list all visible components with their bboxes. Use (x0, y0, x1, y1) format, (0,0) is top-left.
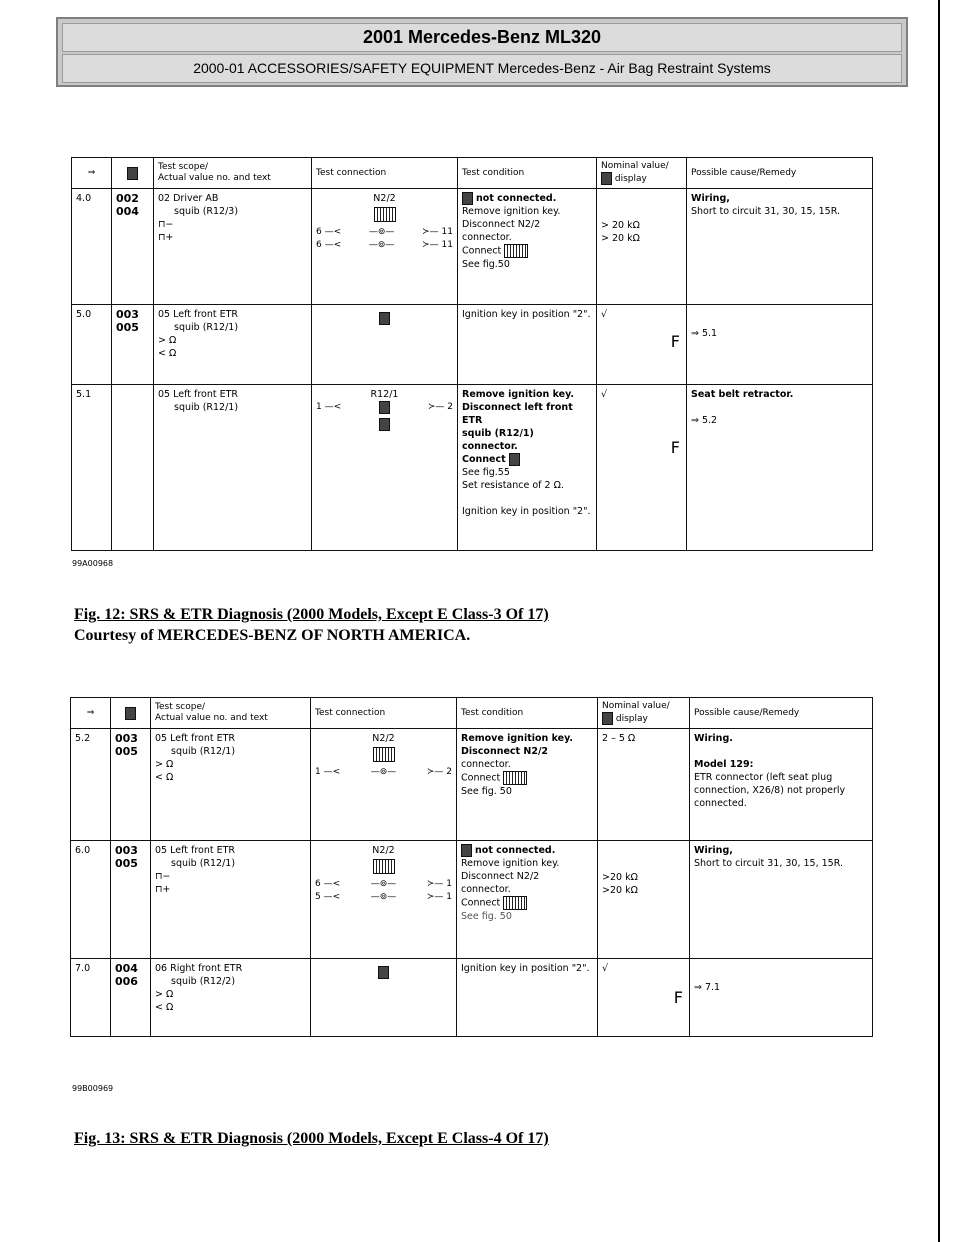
step-cell: 5.0 (72, 305, 112, 385)
nominal-cell: >20 kΩ >20 kΩ (598, 841, 690, 959)
tester-icon (601, 172, 612, 185)
condition-cell: Ignition key in position "2". (457, 959, 598, 1037)
table-header-row (72, 158, 873, 189)
document-title: 2001 Mercedes-Benz ML320 (62, 23, 902, 52)
scope-cell: 05 Left front ETR squib (R12/1) (154, 385, 312, 551)
nominal-cell: √ F (597, 305, 687, 385)
connector-icon (373, 747, 395, 762)
scope-cell: 05 Left front ETR squib (R12/1) > Ω < Ω (151, 729, 311, 841)
tester-icon (379, 312, 390, 325)
code-cell: 003 005 (111, 841, 151, 959)
tester-icon (461, 844, 472, 857)
step-cell: 5.1 (72, 385, 112, 551)
step-cell: 6.0 (71, 841, 111, 959)
diagnosis-table-fig12 (71, 157, 873, 551)
table-row (71, 729, 873, 841)
figure-caption: Fig. 13: SRS & ETR Diagnosis (2000 Models, Except E Class-4 Of 17) (74, 1130, 549, 1147)
col-connection-header: Test connection (311, 698, 457, 729)
connector-icon (504, 244, 528, 258)
col-step-header: ⇒ (71, 698, 111, 729)
remedy-cell: Wiring, Short to circuit 31, 30, 15, 15R. (687, 189, 873, 305)
connector-icon (373, 859, 395, 874)
fault-marker: F (670, 438, 680, 457)
figure-code: 99A00968 (72, 559, 114, 568)
table-row (71, 959, 873, 1037)
figure-code: 99B00969 (72, 1084, 114, 1093)
connection-cell: R12/1 1 —< ≻— 2 (312, 385, 458, 551)
remedy-cell: ⇒ 7.1 (690, 959, 873, 1037)
connection-cell: N2/2 6 —< —⊚— ≻— 1 5 —< —⊚— ≻— 1 (311, 841, 457, 959)
col-condition-header: Test condition (458, 158, 597, 189)
nominal-cell: > 20 kΩ > 20 kΩ (597, 189, 687, 305)
connector-icon (503, 896, 527, 910)
condition-cell: Remove ignition key. Disconnect left front ETR squib (R12/1) connector. Connect See fig.55 Set resistance of 2 Ω. Ignition key in position "2". (458, 385, 597, 551)
step-cell: 7.0 (71, 959, 111, 1037)
tester-icon (509, 453, 520, 466)
condition-cell: Remove ignition key. Disconnect N2/2 connector. Connect See fig. 50 (457, 729, 598, 841)
document-header (56, 17, 908, 87)
code-cell: 003 005 (112, 305, 154, 385)
nominal-cell: 2 – 5 Ω (598, 729, 690, 841)
scope-cell: 05 Left front ETR squib (R12/1) ⊓− ⊓+ (151, 841, 311, 959)
step-cell: 4.0 (72, 189, 112, 305)
tester-icon (127, 167, 138, 180)
remedy-cell: Seat belt retractor. ⇒ 5.2 (687, 385, 873, 551)
table-row (72, 305, 873, 385)
col-scope-header: Test scope/ Actual value no. and text (154, 158, 312, 189)
col-remedy-header: Possible cause/Remedy (690, 698, 873, 729)
document-subtitle: 2000-01 ACCESSORIES/SAFETY EQUIPMENT Mercedes-Benz - Air Bag Restraint Systems (62, 54, 902, 83)
nominal-cell: √ F (598, 959, 690, 1037)
col-remedy-header: Possible cause/Remedy (687, 158, 873, 189)
tester-icon (125, 707, 136, 720)
connector-icon (503, 771, 527, 785)
remedy-cell: Wiring, Short to circuit 31, 30, 15, 15R. (690, 841, 873, 959)
tester-icon (379, 401, 390, 414)
table-row (72, 189, 873, 305)
tester-icon (378, 966, 389, 979)
table-row (72, 385, 873, 551)
tester-icon (379, 418, 390, 431)
remedy-cell: ⇒ 5.1 (687, 305, 873, 385)
scope-cell: 05 Left front ETR squib (R12/1) > Ω < Ω (154, 305, 312, 385)
connector-icon (374, 207, 396, 222)
code-cell (112, 385, 154, 551)
col-nominal-header: Nominal value/ display (598, 698, 690, 729)
code-cell: 003 005 (111, 729, 151, 841)
col-scope-header: Test scope/ Actual value no. and text (151, 698, 311, 729)
code-cell: 004 006 (111, 959, 151, 1037)
code-cell: 002 004 (112, 189, 154, 305)
fault-marker: F (673, 988, 683, 1007)
col-tester-header (112, 158, 154, 189)
table-row (71, 841, 873, 959)
nominal-cell: √ F (597, 385, 687, 551)
col-condition-header: Test condition (457, 698, 598, 729)
connection-cell: N2/2 6 —< —⊚— ≻— 11 6 —< —⊚— ≻— 11 (312, 189, 458, 305)
diagnosis-table-fig13 (70, 697, 873, 1037)
col-connection-header: Test connection (312, 158, 458, 189)
tester-icon (602, 712, 613, 725)
step-cell: 5.2 (71, 729, 111, 841)
connection-cell (312, 305, 458, 385)
col-step-header: ⇒ (72, 158, 112, 189)
col-nominal-header: Nominal value/ display (597, 158, 687, 189)
figure-caption: Fig. 12: SRS & ETR Diagnosis (2000 Models, Except E Class-3 Of 17) (74, 606, 549, 623)
scope-cell: 02 Driver AB squib (R12/3) ⊓− ⊓+ (154, 189, 312, 305)
fault-marker: F (670, 332, 680, 351)
tester-icon (462, 192, 473, 205)
condition-cell: Ignition key in position "2". (458, 305, 597, 385)
scope-cell: 06 Right front ETR squib (R12/2) > Ω < Ω (151, 959, 311, 1037)
condition-cell: not connected. Remove ignition key. Disconnect N2/2 connector. Connect See fig. 50 (457, 841, 598, 959)
connection-cell (311, 959, 457, 1037)
condition-cell: not connected. Remove ignition key. Disconnect N2/2 connector. Connect See fig.50 (458, 189, 597, 305)
table-header-row (71, 698, 873, 729)
connection-cell: N2/2 1 —< —⊚— ≻— 2 (311, 729, 457, 841)
col-tester-header (111, 698, 151, 729)
remedy-cell: Wiring. Model 129: ETR connector (left seat plug connection, X26/8) not properly connected. (690, 729, 873, 841)
figure-courtesy: Courtesy of MERCEDES-BENZ OF NORTH AMERICA. (74, 627, 471, 644)
